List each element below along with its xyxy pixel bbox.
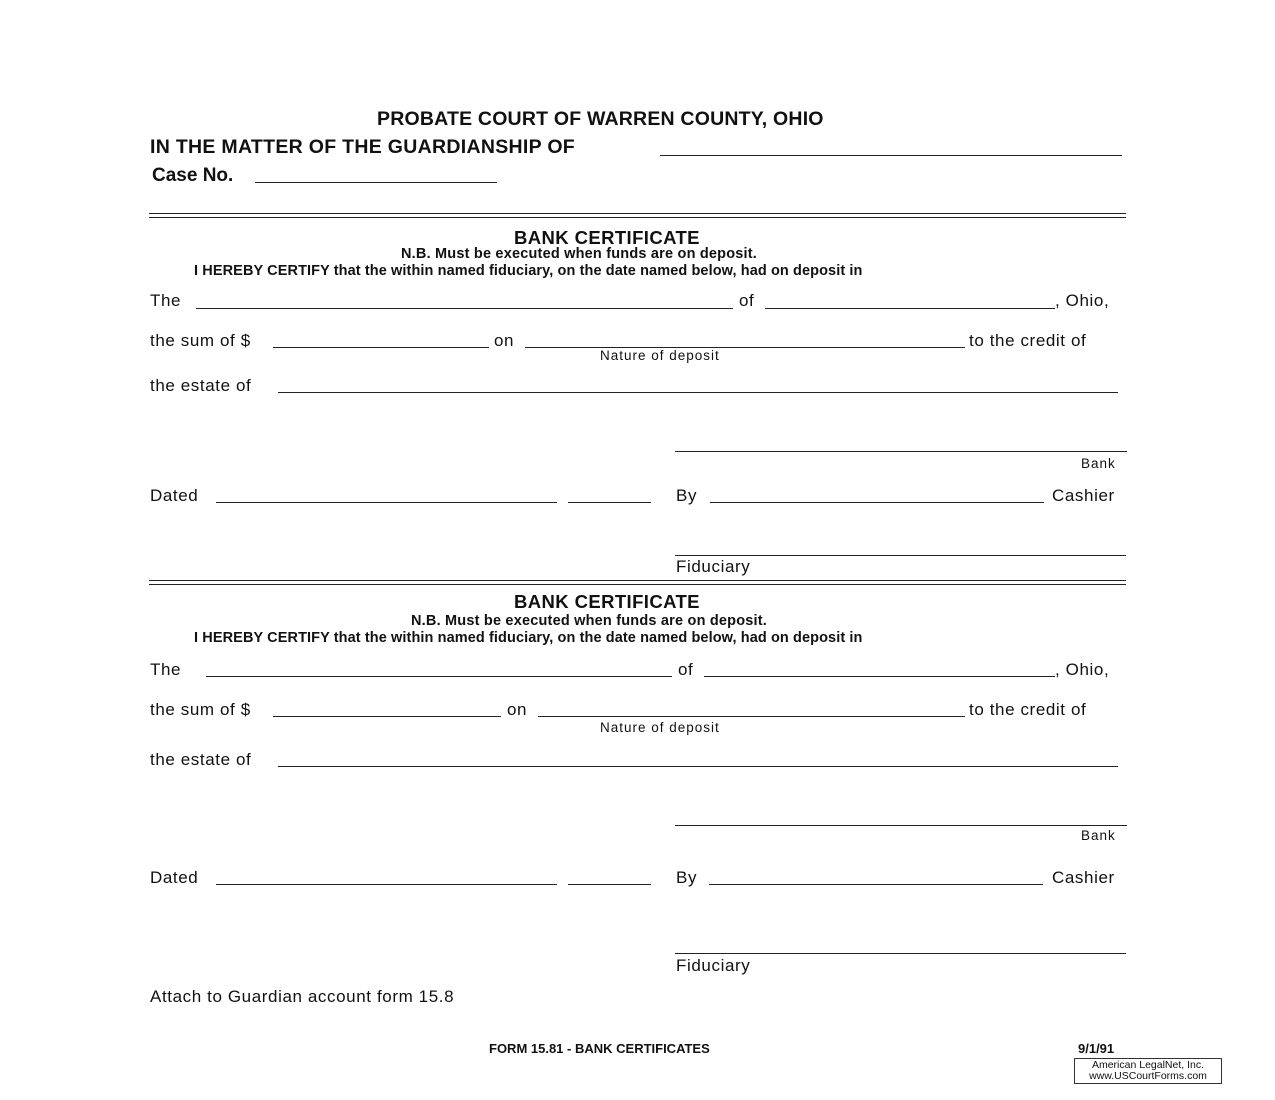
nb-note: N.B. Must be executed when funds are on deposit.	[411, 613, 768, 629]
sum-field[interactable]	[273, 347, 489, 348]
on-label: on	[507, 700, 528, 719]
nature-of-deposit-field[interactable]	[525, 347, 965, 348]
fiduciary-caption: Fiduciary	[676, 956, 751, 975]
city-field[interactable]	[765, 308, 1055, 309]
certificate-title: BANK CERTIFICATE	[514, 591, 700, 612]
year-field[interactable]	[568, 884, 651, 885]
fiduciary-caption: Fiduciary	[676, 557, 751, 576]
attach-note: Attach to Guardian account form 15.8	[150, 987, 455, 1006]
cashier-label: Cashier	[1052, 486, 1115, 505]
year-field[interactable]	[568, 502, 651, 503]
vendor-name: American LegalNet, Inc.	[1091, 1059, 1205, 1071]
divider	[149, 213, 1126, 214]
bank-caption: Bank	[1081, 456, 1116, 471]
city-field[interactable]	[704, 676, 1055, 677]
estate-name-field[interactable]	[278, 766, 1118, 767]
credit-of-label: to the credit of	[969, 700, 1087, 719]
nature-of-deposit-caption: Nature of deposit	[600, 720, 720, 735]
divider	[149, 217, 1126, 218]
estate-of-label: the estate of	[150, 376, 252, 395]
sum-label: the sum of $	[150, 700, 251, 719]
guardianship-label: IN THE MATTER OF THE GUARDIANSHIP OF	[150, 136, 575, 158]
on-label: on	[494, 331, 515, 350]
estate-of-label: the estate of	[150, 750, 252, 769]
form-date: 9/1/91	[1078, 1041, 1115, 1056]
ohio-label: , Ohio,	[1055, 660, 1110, 679]
bank-caption: Bank	[1081, 828, 1116, 843]
the-label: The	[150, 291, 182, 310]
cashier-label: Cashier	[1052, 868, 1115, 887]
vendor-url: www.USCourtForms.com	[1089, 1070, 1207, 1082]
bank-signature-field[interactable]	[675, 825, 1127, 826]
divider	[149, 584, 1126, 585]
bank-name-field[interactable]	[206, 676, 672, 677]
of-label: of	[678, 660, 694, 679]
sum-field[interactable]	[273, 716, 501, 717]
nature-of-deposit-field[interactable]	[538, 716, 965, 717]
date-field[interactable]	[216, 884, 557, 885]
nature-of-deposit-caption: Nature of deposit	[600, 348, 720, 363]
ohio-label: , Ohio,	[1055, 291, 1110, 310]
credit-of-label: to the credit of	[969, 331, 1087, 350]
divider	[149, 580, 1126, 581]
sum-label: the sum of $	[150, 331, 251, 350]
dated-label: Dated	[150, 486, 199, 505]
form-number: FORM 15.81 - BANK CERTIFICATES	[489, 1041, 710, 1056]
certify-statement: I HEREBY CERTIFY that the within named fiduciary, on the date named below, had on deposit in	[194, 263, 863, 279]
vendor-stamp	[1074, 1058, 1222, 1084]
certify-statement: I HEREBY CERTIFY that the within named fiduciary, on the date named below, had on deposit in	[194, 630, 863, 646]
cashier-signature-field[interactable]	[709, 884, 1043, 885]
guardianship-name-field[interactable]	[660, 155, 1122, 156]
bank-name-field[interactable]	[196, 308, 733, 309]
by-label: By	[676, 486, 698, 505]
bank-signature-field[interactable]	[675, 451, 1127, 452]
court-title: PROBATE COURT OF WARREN COUNTY, OHIO	[377, 108, 824, 130]
by-label: By	[676, 868, 698, 887]
nb-note: N.B. Must be executed when funds are on deposit.	[401, 246, 758, 262]
cashier-signature-field[interactable]	[710, 502, 1044, 503]
certificate-title: BANK CERTIFICATE	[514, 227, 700, 248]
estate-name-field[interactable]	[278, 392, 1118, 393]
dated-label: Dated	[150, 868, 199, 887]
of-label: of	[739, 291, 755, 310]
case-number-field[interactable]	[255, 182, 497, 183]
fiduciary-signature-field[interactable]	[675, 555, 1126, 556]
fiduciary-signature-field[interactable]	[675, 953, 1126, 954]
case-number-label: Case No.	[152, 165, 234, 186]
the-label: The	[150, 660, 182, 679]
date-field[interactable]	[216, 502, 557, 503]
